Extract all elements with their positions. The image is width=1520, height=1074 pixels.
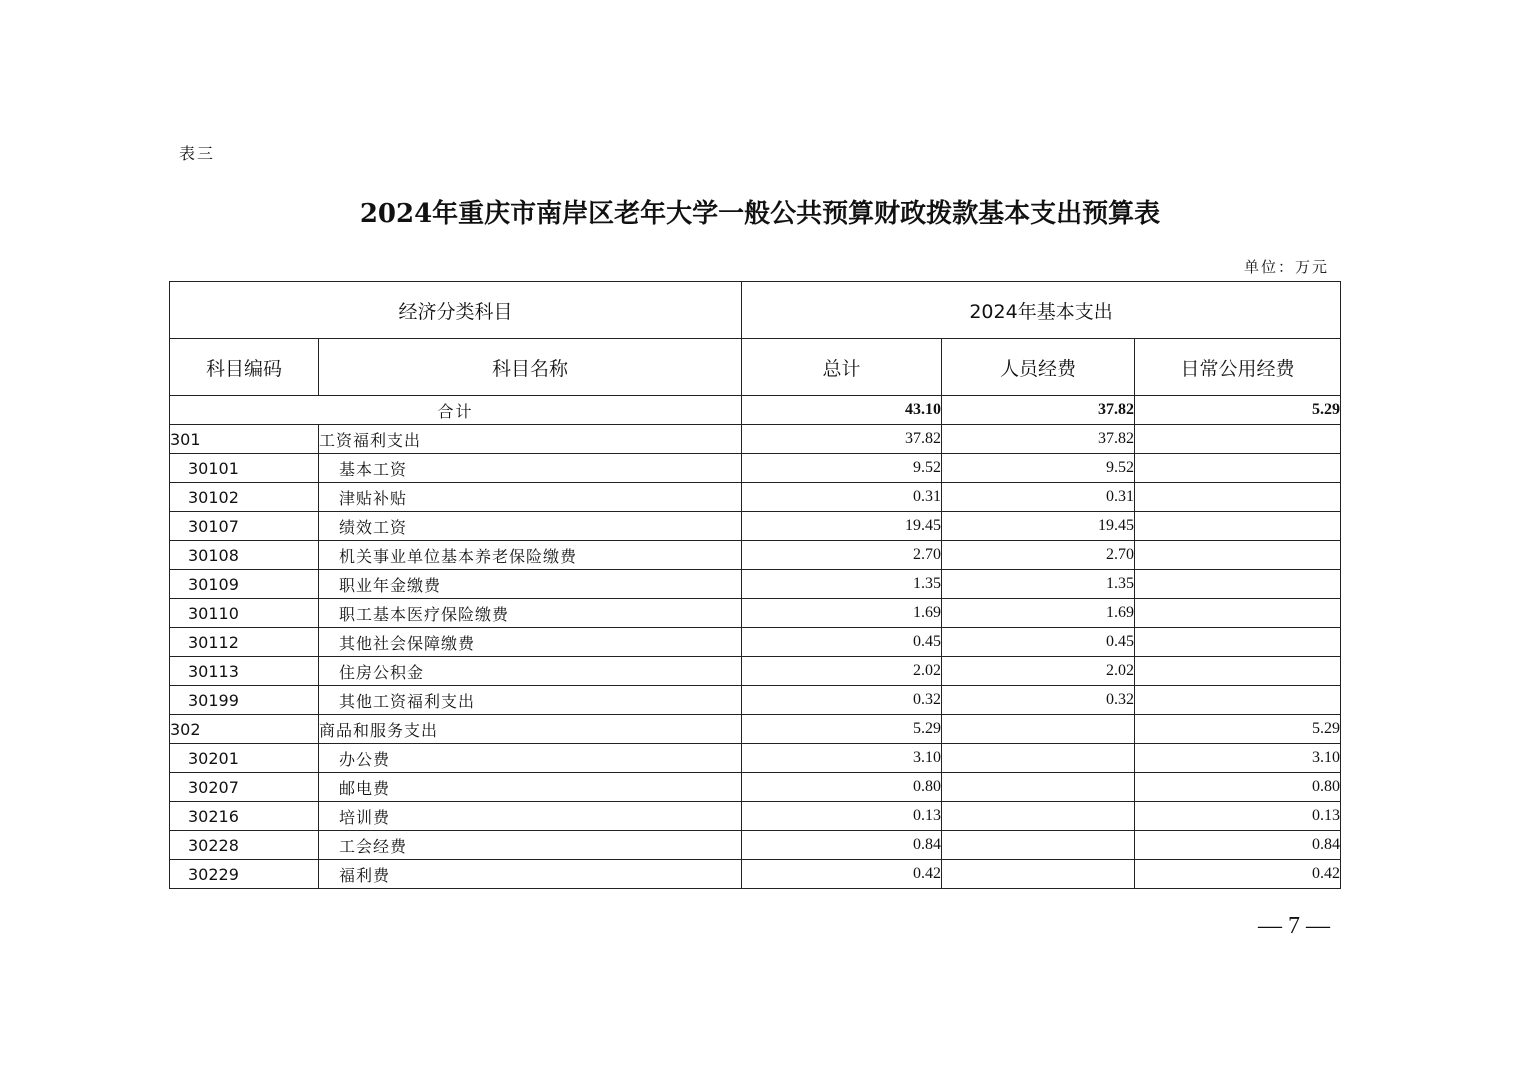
- row-public: [1135, 512, 1341, 541]
- row-name: 其他社会保障缴费: [319, 628, 742, 657]
- row-public: 5.29: [1135, 715, 1341, 744]
- table-row: [170, 831, 1341, 860]
- table-row: [170, 773, 1341, 802]
- row-total: 0.13: [742, 802, 942, 831]
- row-code: 30228: [170, 831, 319, 860]
- row-public: 0.80: [1135, 773, 1341, 802]
- row-total: 5.29: [742, 715, 942, 744]
- row-personnel: 37.82: [942, 425, 1135, 454]
- row-public: 3.10: [1135, 744, 1341, 773]
- row-public: 0.84: [1135, 831, 1341, 860]
- row-name: 住房公积金: [319, 657, 742, 686]
- row-total: 1.35: [742, 570, 942, 599]
- row-total: 0.84: [742, 831, 942, 860]
- row-code: 301: [170, 425, 319, 454]
- table-row: [170, 599, 1341, 628]
- row-total: 19.45: [742, 512, 942, 541]
- row-name: 福利费: [319, 860, 742, 889]
- row-personnel: 1.35: [942, 570, 1135, 599]
- row-total: 9.52: [742, 454, 942, 483]
- table-row: [170, 686, 1341, 715]
- row-personnel: [942, 715, 1135, 744]
- table-row: [170, 454, 1341, 483]
- row-name: 机关事业单位基本养老保险缴费: [319, 541, 742, 570]
- row-total: 0.45: [742, 628, 942, 657]
- table-row: [170, 628, 1341, 657]
- row-public: [1135, 454, 1341, 483]
- row-total: 37.82: [742, 425, 942, 454]
- row-total: 0.32: [742, 686, 942, 715]
- table-row: [170, 483, 1341, 512]
- row-code: 30102: [170, 483, 319, 512]
- row-name: 工会经费: [319, 831, 742, 860]
- row-name: 职业年金缴费: [319, 570, 742, 599]
- row-public: [1135, 541, 1341, 570]
- row-public: [1135, 425, 1341, 454]
- row-code: 30113: [170, 657, 319, 686]
- header-basic-expenditure: 2024年基本支出: [742, 282, 1341, 339]
- row-public: [1135, 628, 1341, 657]
- row-code: 30216: [170, 802, 319, 831]
- row-name: 津贴补贴: [319, 483, 742, 512]
- row-name: 培训费: [319, 802, 742, 831]
- table-row: [170, 541, 1341, 570]
- row-personnel: 1.69: [942, 599, 1135, 628]
- row-code: 30101: [170, 454, 319, 483]
- total-public: 5.29: [1135, 396, 1341, 425]
- row-personnel: 0.32: [942, 686, 1135, 715]
- row-code: 30199: [170, 686, 319, 715]
- total-personnel: 37.82: [942, 396, 1135, 425]
- row-code: 30107: [170, 512, 319, 541]
- row-code: 30112: [170, 628, 319, 657]
- row-personnel: [942, 744, 1135, 773]
- row-personnel: [942, 773, 1135, 802]
- row-public: [1135, 686, 1341, 715]
- header-personnel: 人员经费: [942, 339, 1135, 396]
- row-personnel: 0.45: [942, 628, 1135, 657]
- row-personnel: 19.45: [942, 512, 1135, 541]
- row-personnel: 9.52: [942, 454, 1135, 483]
- header-name: 科目名称: [319, 339, 742, 396]
- row-name: 商品和服务支出: [319, 715, 742, 744]
- row-name: 职工基本医疗保险缴费: [319, 599, 742, 628]
- row-name: 基本工资: [319, 454, 742, 483]
- row-total: 0.31: [742, 483, 942, 512]
- row-name: 绩效工资: [319, 512, 742, 541]
- row-name: 办公费: [319, 744, 742, 773]
- table-row: [170, 802, 1341, 831]
- header-public: 日常公用经费: [1135, 339, 1341, 396]
- row-name: 邮电费: [319, 773, 742, 802]
- row-public: 0.42: [1135, 860, 1341, 889]
- row-personnel: [942, 831, 1135, 860]
- table-row: [170, 512, 1341, 541]
- table-row: [170, 744, 1341, 773]
- row-personnel: 2.70: [942, 541, 1135, 570]
- row-name: 其他工资福利支出: [319, 686, 742, 715]
- row-personnel: [942, 802, 1135, 831]
- total-row: [170, 396, 1341, 425]
- row-public: [1135, 657, 1341, 686]
- row-code: 30201: [170, 744, 319, 773]
- row-code: 302: [170, 715, 319, 744]
- row-public: [1135, 599, 1341, 628]
- row-total: 2.70: [742, 541, 942, 570]
- row-total: 0.42: [742, 860, 942, 889]
- table-row: [170, 860, 1341, 889]
- page-number: — 7 —: [1258, 913, 1330, 939]
- table-row: [170, 425, 1341, 454]
- row-code: 30109: [170, 570, 319, 599]
- row-public: [1135, 570, 1341, 599]
- row-code: 30110: [170, 599, 319, 628]
- header-total: 总计: [742, 339, 942, 396]
- budget-table: [169, 281, 1341, 889]
- total-label: 合计: [170, 396, 742, 425]
- row-code: 30229: [170, 860, 319, 889]
- row-total: 2.02: [742, 657, 942, 686]
- table-label: 表三: [179, 144, 216, 163]
- row-personnel: 2.02: [942, 657, 1135, 686]
- row-total: 3.10: [742, 744, 942, 773]
- header-economic-classification: 经济分类科目: [170, 282, 742, 339]
- row-personnel: [942, 860, 1135, 889]
- page-title: 2024年重庆市南岸区老年大学一般公共预算财政拨款基本支出预算表: [359, 199, 1161, 229]
- row-public: 0.13: [1135, 802, 1341, 831]
- total-sum: 43.10: [742, 396, 942, 425]
- row-personnel: 0.31: [942, 483, 1135, 512]
- unit-label: 单位：万元: [1243, 258, 1329, 276]
- row-total: 0.80: [742, 773, 942, 802]
- row-total: 1.69: [742, 599, 942, 628]
- header-code: 科目编码: [170, 339, 319, 396]
- table-row: [170, 570, 1341, 599]
- row-public: [1135, 483, 1341, 512]
- row-code: 30108: [170, 541, 319, 570]
- row-code: 30207: [170, 773, 319, 802]
- row-name: 工资福利支出: [319, 425, 742, 454]
- table-row: [170, 657, 1341, 686]
- table-row: [170, 715, 1341, 744]
